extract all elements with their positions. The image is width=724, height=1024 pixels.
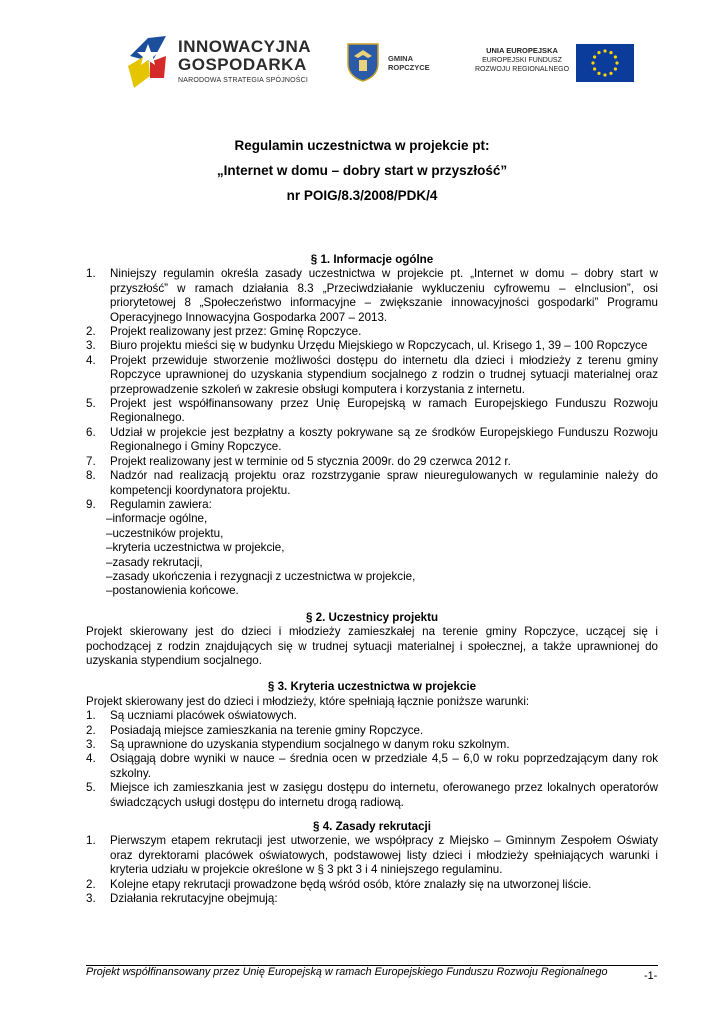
list-item: 7. Projekt realizowany jest w terminie od 5 stycznia 2009r. do 29 czerwca 2012 r.: [86, 454, 511, 468]
section-1-heading: § 1. Informacje ogólne: [310, 253, 434, 266]
eu-flag-icon: [576, 44, 634, 82]
list-item: 2. Posiadają miejsce zamieszkania na terenie gminy Ropczyce.: [86, 723, 424, 737]
section-3-list: [86, 709, 658, 810]
list-item: 9. Regulamin zawiera:: [86, 497, 212, 511]
list-item: 2. Kolejne etapy rekrutacji prowadzone będą wśród osób, które znalazły się na utworzonej liście.: [86, 877, 592, 891]
page-number: -1-: [644, 970, 658, 982]
coat-of-arms-icon: [346, 42, 380, 82]
contents-item: –informacje ogólne,: [106, 512, 208, 526]
footer-text: Projekt współfinansowany przez Unię Europejską w ramach Europejskiego Funduszu Rozwoju Regionalnego: [86, 966, 608, 978]
list-item: 2. Projekt realizowany jest przez: Gminę Ropczyce.: [86, 325, 362, 339]
innowacyjna-gospodarka-logo: [126, 32, 316, 94]
contents-item: –uczestników projektu,: [106, 526, 224, 540]
contents-item: –kryteria uczestnictwa w projekcie,: [106, 541, 285, 555]
list-item: 1. Są uczniami placówek oświatowych.: [86, 709, 297, 723]
contents-item: –zasady rekrutacji,: [106, 555, 203, 569]
list-item: 5. Projekt jest współfinansowany przez Unię Europejską w ramach Europejskiego Funduszu Rozwoju Regionalnego.: [86, 397, 658, 425]
title-line-3: nr POIG/8.3/2008/PDK/4: [286, 188, 438, 203]
gmina-line-1: GMINA: [388, 54, 413, 63]
document-body: [86, 253, 658, 906]
section-4-heading: § 4. Zasady rekrutacji: [313, 820, 431, 834]
section-3-heading: § 3. Kryteria uczestnictwa w projekcie: [267, 680, 477, 694]
list-item: 6. Udział w projekcie jest bezpłatny a koszty pokrywane są ze środków Europejskiego Funduszu Rozwoju Regionalnego i Gminy Ropczyce.: [86, 425, 658, 454]
list-item: 3. Są uprawnione do uzyskania stypendium socjalnego w danym roku szkolnym.: [86, 738, 510, 751]
gmina-ropczyce-logo: [346, 42, 436, 82]
logo-line-1: INNOWACYJNA: [178, 37, 312, 56]
document-title: [0, 133, 724, 208]
eu-logo: [474, 44, 636, 84]
list-item: 4. Osiągają dobre wyniki w nauce – średnia ocen w przedziale 4,5 – 6,0 w roku poprzedzającym dany rok szkolny.: [86, 752, 658, 780]
contents-item: –postanowienia końcowe.: [106, 584, 239, 598]
section-3-intro: Projekt skierowany jest do dzieci i młodzieży, które spełniają łącznie poniższe warunki:: [86, 694, 530, 708]
title-line-2: „Internet w domu – dobry start w przyszłość”: [216, 163, 508, 178]
title-line-1: Regulamin uczestnictwa w projekcie pt:: [234, 138, 490, 153]
list-item: 5. Miejsce ich zamieszkania jest w zasięgu dostępu do internetu, oferowanego przez lokalnych operatorów świadczących usługi dostępu do internetu drogą radiową.: [86, 781, 658, 809]
list-item: 3. Biuro projektu mieści się w budynku Urzędu Miejskiego w Ropczycach, ul. Krisego 1, 39 – 100 Ropczyce: [86, 339, 648, 353]
gmina-line-2: ROPCZYCE: [388, 63, 430, 72]
logo-line-2: GOSPODARKA: [178, 55, 307, 74]
eu-line-1: UNIA EUROPEJSKA: [486, 46, 558, 55]
section-2-heading: § 2. Uczestnicy projektu: [305, 610, 439, 624]
contents-item: –zasady ukończenia i rezygnacji z uczestnictwa w projekcie,: [106, 569, 416, 583]
list-item: 1. Pierwszym etapem rekrutacji jest utworzenie, we współpracy z Miejsko – Gminnym Zespołem Oświaty oraz dyrektorami placówek oświatowych, podstawowej listy dzieci i młodzieży spełniających warunki i kryteria udziału w projekcie określone w § 3 pkt 3 i 4 niniejszego regulaminu.: [86, 834, 658, 877]
logo-line-3: NARODOWA STRATEGIA SPÓJNOŚCI: [178, 77, 309, 84]
section-4-list: [86, 834, 658, 906]
star-emblem-icon: [126, 32, 170, 94]
section-1-list: [86, 267, 658, 512]
section-2-text: Projekt skierowany jest do dzieci i młodzieży zamieszkałej na terenie gminy Ropczyce, uczącej się i pochodzącej z rodzin znajdujących się w trudnej sytuacji materialnej i społecznej, a także uprawnionej do uzyskania stypendium socjalnego.: [86, 625, 658, 667]
list-item: 8. Nadzór nad realizacją projektu oraz rozstrzyganie spraw nieuregulowanych w regulaminie należy do kompetencji koordynatora projektu.: [86, 469, 658, 497]
list-item: 1. Niniejszy regulamin określa zasady uczestnictwa w projekcie pt. „Internet w domu – dobry start w przyszłość” w ramach działania 8.3 „Przeciwdziałanie wykluczeniu cyfrowemu – eInclusion”, osi priorytetowej 8 „Społeczeństwo informacyjne – zwiększanie innowacyjności gospodarki” Programu Operacyjnego Innowacyjna Gospodarka 2007 – 2013.: [86, 267, 658, 324]
list-item: 4. Projekt przewiduje stworzenie możliwości dostępu do internetu dla dzieci i młodzieży z terenu gminy Ropczyce uprawnionej do uzyskania stypendium socjalnego z rodzin o trudnej sytuacji materialnej oraz przeprowadzenie szkoleń w zakresie obsługi komputera i korzystania z internetu.: [86, 353, 658, 396]
eu-line-3: ROZWOJU REGIONALNEGO: [474, 66, 570, 73]
list-item: 3. Działania rekrutacyjne obejmują:: [86, 892, 278, 906]
eu-line-2: EUROPEJSKI FUNDUSZ: [482, 57, 562, 64]
